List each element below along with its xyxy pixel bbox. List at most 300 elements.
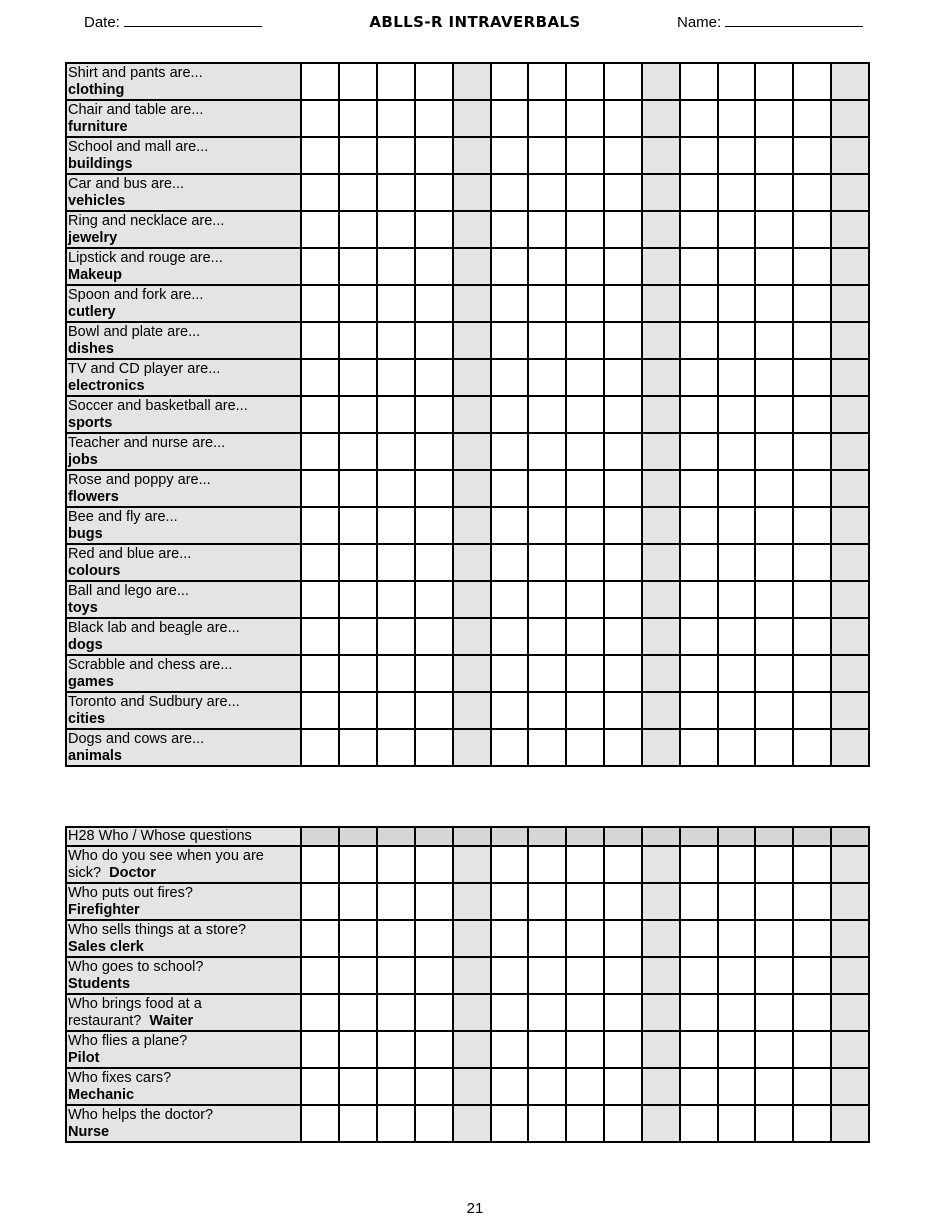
score-cell[interactable]	[831, 581, 869, 618]
score-cell[interactable]	[528, 618, 566, 655]
score-cell[interactable]	[718, 322, 756, 359]
score-cell[interactable]	[831, 544, 869, 581]
score-cell[interactable]	[680, 359, 718, 396]
score-cell[interactable]	[755, 729, 793, 766]
score-cell[interactable]	[718, 470, 756, 507]
score-cell[interactable]	[793, 1105, 831, 1142]
score-cell[interactable]	[415, 957, 453, 994]
score-cell[interactable]	[491, 359, 529, 396]
score-cell[interactable]	[604, 957, 642, 994]
score-cell[interactable]	[339, 174, 377, 211]
score-cell[interactable]	[301, 957, 339, 994]
score-cell[interactable]	[339, 137, 377, 174]
score-cell[interactable]	[718, 285, 756, 322]
score-cell[interactable]	[680, 1105, 718, 1142]
score-cell[interactable]	[377, 285, 415, 322]
score-cell[interactable]	[642, 248, 680, 285]
score-cell[interactable]	[415, 322, 453, 359]
score-cell[interactable]	[718, 1105, 756, 1142]
score-cell[interactable]	[718, 883, 756, 920]
score-cell[interactable]	[453, 920, 491, 957]
score-cell[interactable]	[301, 846, 339, 883]
score-cell[interactable]	[755, 359, 793, 396]
score-cell[interactable]	[453, 846, 491, 883]
score-cell[interactable]	[301, 137, 339, 174]
score-cell[interactable]	[831, 1105, 869, 1142]
score-cell[interactable]	[680, 248, 718, 285]
score-cell[interactable]	[642, 137, 680, 174]
score-cell[interactable]	[718, 618, 756, 655]
score-cell[interactable]	[415, 285, 453, 322]
score-cell[interactable]	[604, 920, 642, 957]
score-cell[interactable]	[755, 618, 793, 655]
score-cell[interactable]	[415, 655, 453, 692]
score-cell[interactable]	[831, 920, 869, 957]
score-cell[interactable]	[528, 248, 566, 285]
score-cell[interactable]	[793, 957, 831, 994]
score-cell[interactable]	[718, 957, 756, 994]
score-cell[interactable]	[301, 396, 339, 433]
score-cell[interactable]	[604, 174, 642, 211]
score-cell[interactable]	[339, 507, 377, 544]
score-cell[interactable]	[680, 137, 718, 174]
score-cell[interactable]	[377, 692, 415, 729]
score-cell[interactable]	[566, 994, 604, 1031]
score-cell[interactable]	[301, 655, 339, 692]
score-cell[interactable]	[301, 470, 339, 507]
score-cell[interactable]	[491, 507, 529, 544]
score-cell[interactable]	[642, 957, 680, 994]
score-cell[interactable]	[755, 63, 793, 100]
score-cell[interactable]	[566, 248, 604, 285]
score-cell[interactable]	[377, 100, 415, 137]
score-cell[interactable]	[339, 692, 377, 729]
score-cell[interactable]	[453, 285, 491, 322]
score-cell[interactable]	[453, 581, 491, 618]
score-cell[interactable]	[604, 846, 642, 883]
score-cell[interactable]	[453, 883, 491, 920]
score-cell[interactable]	[642, 729, 680, 766]
score-cell[interactable]	[415, 581, 453, 618]
score-cell[interactable]	[642, 63, 680, 100]
score-cell[interactable]	[415, 729, 453, 766]
score-cell[interactable]	[680, 544, 718, 581]
score-cell[interactable]	[793, 507, 831, 544]
score-cell[interactable]	[793, 63, 831, 100]
score-cell[interactable]	[755, 1105, 793, 1142]
score-cell[interactable]	[415, 692, 453, 729]
score-cell[interactable]	[377, 359, 415, 396]
score-cell[interactable]	[718, 433, 756, 470]
score-cell[interactable]	[604, 1105, 642, 1142]
score-cell[interactable]	[793, 544, 831, 581]
score-cell[interactable]	[415, 1068, 453, 1105]
score-cell[interactable]	[377, 248, 415, 285]
score-cell[interactable]	[339, 248, 377, 285]
score-cell[interactable]	[831, 846, 869, 883]
score-cell[interactable]	[831, 137, 869, 174]
score-cell[interactable]	[415, 846, 453, 883]
score-cell[interactable]	[718, 994, 756, 1031]
score-cell[interactable]	[680, 433, 718, 470]
score-cell[interactable]	[831, 470, 869, 507]
score-cell[interactable]	[528, 174, 566, 211]
score-cell[interactable]	[377, 846, 415, 883]
score-cell[interactable]	[339, 1105, 377, 1142]
score-cell[interactable]	[491, 285, 529, 322]
score-cell[interactable]	[831, 248, 869, 285]
score-cell[interactable]	[491, 957, 529, 994]
score-cell[interactable]	[680, 396, 718, 433]
score-cell[interactable]	[642, 1031, 680, 1068]
score-cell[interactable]	[793, 100, 831, 137]
score-cell[interactable]	[491, 618, 529, 655]
score-cell[interactable]	[301, 433, 339, 470]
score-cell[interactable]	[604, 729, 642, 766]
score-cell[interactable]	[755, 137, 793, 174]
score-cell[interactable]	[528, 692, 566, 729]
score-cell[interactable]	[377, 883, 415, 920]
score-cell[interactable]	[491, 470, 529, 507]
score-cell[interactable]	[718, 396, 756, 433]
score-cell[interactable]	[528, 507, 566, 544]
score-cell[interactable]	[528, 211, 566, 248]
score-cell[interactable]	[718, 137, 756, 174]
score-cell[interactable]	[301, 544, 339, 581]
score-cell[interactable]	[491, 544, 529, 581]
score-cell[interactable]	[301, 63, 339, 100]
score-cell[interactable]	[831, 729, 869, 766]
score-cell[interactable]	[831, 618, 869, 655]
score-cell[interactable]	[491, 174, 529, 211]
score-cell[interactable]	[566, 100, 604, 137]
score-cell[interactable]	[566, 63, 604, 100]
score-cell[interactable]	[453, 322, 491, 359]
score-cell[interactable]	[604, 692, 642, 729]
score-cell[interactable]	[831, 994, 869, 1031]
score-cell[interactable]	[377, 137, 415, 174]
score-cell[interactable]	[793, 211, 831, 248]
score-cell[interactable]	[377, 957, 415, 994]
score-cell[interactable]	[831, 883, 869, 920]
score-cell[interactable]	[642, 285, 680, 322]
score-cell[interactable]	[453, 655, 491, 692]
score-cell[interactable]	[415, 211, 453, 248]
score-cell[interactable]	[680, 883, 718, 920]
score-cell[interactable]	[453, 1031, 491, 1068]
score-cell[interactable]	[642, 544, 680, 581]
score-cell[interactable]	[301, 359, 339, 396]
score-cell[interactable]	[680, 729, 718, 766]
score-cell[interactable]	[415, 507, 453, 544]
score-cell[interactable]	[453, 470, 491, 507]
score-cell[interactable]	[755, 211, 793, 248]
score-cell[interactable]	[642, 507, 680, 544]
score-cell[interactable]	[604, 100, 642, 137]
score-cell[interactable]	[566, 920, 604, 957]
score-cell[interactable]	[793, 655, 831, 692]
score-cell[interactable]	[793, 396, 831, 433]
score-cell[interactable]	[339, 729, 377, 766]
score-cell[interactable]	[491, 137, 529, 174]
score-cell[interactable]	[604, 322, 642, 359]
score-cell[interactable]	[339, 285, 377, 322]
score-cell[interactable]	[642, 470, 680, 507]
score-cell[interactable]	[301, 322, 339, 359]
score-cell[interactable]	[491, 211, 529, 248]
score-cell[interactable]	[755, 174, 793, 211]
score-cell[interactable]	[793, 174, 831, 211]
score-cell[interactable]	[755, 655, 793, 692]
score-cell[interactable]	[377, 174, 415, 211]
score-cell[interactable]	[566, 470, 604, 507]
score-cell[interactable]	[415, 100, 453, 137]
score-cell[interactable]	[528, 994, 566, 1031]
score-cell[interactable]	[528, 883, 566, 920]
score-cell[interactable]	[377, 63, 415, 100]
score-cell[interactable]	[491, 729, 529, 766]
score-cell[interactable]	[491, 322, 529, 359]
score-cell[interactable]	[642, 322, 680, 359]
score-cell[interactable]	[793, 729, 831, 766]
score-cell[interactable]	[377, 581, 415, 618]
score-cell[interactable]	[566, 883, 604, 920]
score-cell[interactable]	[718, 63, 756, 100]
score-cell[interactable]	[680, 322, 718, 359]
score-cell[interactable]	[604, 433, 642, 470]
score-cell[interactable]	[415, 396, 453, 433]
score-cell[interactable]	[491, 1105, 529, 1142]
score-cell[interactable]	[680, 100, 718, 137]
score-cell[interactable]	[566, 285, 604, 322]
score-cell[interactable]	[377, 1031, 415, 1068]
score-cell[interactable]	[566, 1068, 604, 1105]
score-cell[interactable]	[491, 1031, 529, 1068]
score-cell[interactable]	[831, 1068, 869, 1105]
score-cell[interactable]	[301, 507, 339, 544]
score-cell[interactable]	[415, 248, 453, 285]
score-cell[interactable]	[604, 994, 642, 1031]
score-cell[interactable]	[755, 285, 793, 322]
score-cell[interactable]	[566, 957, 604, 994]
score-cell[interactable]	[755, 581, 793, 618]
score-cell[interactable]	[339, 994, 377, 1031]
score-cell[interactable]	[831, 285, 869, 322]
score-cell[interactable]	[491, 883, 529, 920]
score-cell[interactable]	[453, 433, 491, 470]
score-cell[interactable]	[528, 544, 566, 581]
score-cell[interactable]	[415, 470, 453, 507]
score-cell[interactable]	[453, 248, 491, 285]
score-cell[interactable]	[453, 544, 491, 581]
score-cell[interactable]	[491, 433, 529, 470]
score-cell[interactable]	[377, 655, 415, 692]
score-cell[interactable]	[491, 248, 529, 285]
score-cell[interactable]	[755, 248, 793, 285]
score-cell[interactable]	[491, 581, 529, 618]
score-cell[interactable]	[642, 994, 680, 1031]
score-cell[interactable]	[339, 470, 377, 507]
score-cell[interactable]	[793, 285, 831, 322]
score-cell[interactable]	[566, 322, 604, 359]
score-cell[interactable]	[528, 581, 566, 618]
score-cell[interactable]	[528, 1031, 566, 1068]
score-cell[interactable]	[339, 396, 377, 433]
score-cell[interactable]	[718, 1031, 756, 1068]
score-cell[interactable]	[718, 211, 756, 248]
name-blank-line[interactable]	[725, 12, 863, 27]
score-cell[interactable]	[604, 359, 642, 396]
score-cell[interactable]	[604, 285, 642, 322]
score-cell[interactable]	[680, 618, 718, 655]
score-cell[interactable]	[566, 174, 604, 211]
score-cell[interactable]	[415, 137, 453, 174]
score-cell[interactable]	[793, 248, 831, 285]
score-cell[interactable]	[718, 174, 756, 211]
score-cell[interactable]	[680, 846, 718, 883]
score-cell[interactable]	[566, 729, 604, 766]
score-cell[interactable]	[377, 322, 415, 359]
score-cell[interactable]	[755, 883, 793, 920]
score-cell[interactable]	[301, 618, 339, 655]
score-cell[interactable]	[566, 211, 604, 248]
score-cell[interactable]	[491, 1068, 529, 1105]
score-cell[interactable]	[528, 285, 566, 322]
score-cell[interactable]	[831, 507, 869, 544]
score-cell[interactable]	[528, 957, 566, 994]
score-cell[interactable]	[415, 544, 453, 581]
score-cell[interactable]	[755, 544, 793, 581]
score-cell[interactable]	[642, 396, 680, 433]
score-cell[interactable]	[604, 470, 642, 507]
score-cell[interactable]	[491, 396, 529, 433]
score-cell[interactable]	[793, 618, 831, 655]
score-cell[interactable]	[415, 63, 453, 100]
score-cell[interactable]	[301, 174, 339, 211]
score-cell[interactable]	[339, 920, 377, 957]
score-cell[interactable]	[642, 883, 680, 920]
score-cell[interactable]	[377, 507, 415, 544]
score-cell[interactable]	[377, 618, 415, 655]
score-cell[interactable]	[528, 846, 566, 883]
score-cell[interactable]	[718, 544, 756, 581]
score-cell[interactable]	[339, 581, 377, 618]
score-cell[interactable]	[642, 1105, 680, 1142]
score-cell[interactable]	[339, 359, 377, 396]
score-cell[interactable]	[566, 846, 604, 883]
score-cell[interactable]	[793, 359, 831, 396]
score-cell[interactable]	[604, 211, 642, 248]
score-cell[interactable]	[680, 581, 718, 618]
score-cell[interactable]	[339, 846, 377, 883]
score-cell[interactable]	[680, 507, 718, 544]
score-cell[interactable]	[566, 1105, 604, 1142]
score-cell[interactable]	[831, 396, 869, 433]
score-cell[interactable]	[491, 692, 529, 729]
score-cell[interactable]	[491, 920, 529, 957]
score-cell[interactable]	[301, 1105, 339, 1142]
score-cell[interactable]	[680, 1031, 718, 1068]
score-cell[interactable]	[793, 581, 831, 618]
score-cell[interactable]	[755, 507, 793, 544]
score-cell[interactable]	[301, 883, 339, 920]
score-cell[interactable]	[755, 957, 793, 994]
score-cell[interactable]	[793, 1031, 831, 1068]
score-cell[interactable]	[566, 692, 604, 729]
score-cell[interactable]	[793, 846, 831, 883]
score-cell[interactable]	[453, 359, 491, 396]
score-cell[interactable]	[831, 174, 869, 211]
score-cell[interactable]	[642, 174, 680, 211]
score-cell[interactable]	[566, 137, 604, 174]
score-cell[interactable]	[793, 470, 831, 507]
score-cell[interactable]	[566, 655, 604, 692]
score-cell[interactable]	[793, 433, 831, 470]
score-cell[interactable]	[301, 1068, 339, 1105]
score-cell[interactable]	[339, 433, 377, 470]
score-cell[interactable]	[680, 63, 718, 100]
score-cell[interactable]	[604, 248, 642, 285]
score-cell[interactable]	[491, 846, 529, 883]
score-cell[interactable]	[301, 100, 339, 137]
score-cell[interactable]	[718, 248, 756, 285]
score-cell[interactable]	[718, 692, 756, 729]
score-cell[interactable]	[453, 957, 491, 994]
score-cell[interactable]	[566, 618, 604, 655]
score-cell[interactable]	[566, 1031, 604, 1068]
score-cell[interactable]	[453, 994, 491, 1031]
score-cell[interactable]	[566, 359, 604, 396]
score-cell[interactable]	[642, 359, 680, 396]
score-cell[interactable]	[453, 1105, 491, 1142]
score-cell[interactable]	[604, 137, 642, 174]
score-cell[interactable]	[415, 883, 453, 920]
score-cell[interactable]	[491, 63, 529, 100]
score-cell[interactable]	[377, 994, 415, 1031]
score-cell[interactable]	[642, 581, 680, 618]
score-cell[interactable]	[566, 507, 604, 544]
score-cell[interactable]	[339, 883, 377, 920]
score-cell[interactable]	[718, 359, 756, 396]
score-cell[interactable]	[339, 1068, 377, 1105]
score-cell[interactable]	[566, 544, 604, 581]
score-cell[interactable]	[642, 655, 680, 692]
score-cell[interactable]	[831, 1031, 869, 1068]
score-cell[interactable]	[793, 883, 831, 920]
score-cell[interactable]	[453, 137, 491, 174]
score-cell[interactable]	[528, 322, 566, 359]
score-cell[interactable]	[415, 359, 453, 396]
score-cell[interactable]	[453, 618, 491, 655]
score-cell[interactable]	[377, 470, 415, 507]
score-cell[interactable]	[566, 581, 604, 618]
score-cell[interactable]	[755, 1031, 793, 1068]
score-cell[interactable]	[301, 248, 339, 285]
score-cell[interactable]	[339, 63, 377, 100]
score-cell[interactable]	[453, 211, 491, 248]
score-cell[interactable]	[793, 137, 831, 174]
score-cell[interactable]	[301, 285, 339, 322]
score-cell[interactable]	[528, 63, 566, 100]
score-cell[interactable]	[528, 920, 566, 957]
score-cell[interactable]	[718, 581, 756, 618]
score-cell[interactable]	[528, 1068, 566, 1105]
score-cell[interactable]	[528, 729, 566, 766]
score-cell[interactable]	[755, 846, 793, 883]
score-cell[interactable]	[718, 100, 756, 137]
score-cell[interactable]	[415, 618, 453, 655]
score-cell[interactable]	[604, 883, 642, 920]
